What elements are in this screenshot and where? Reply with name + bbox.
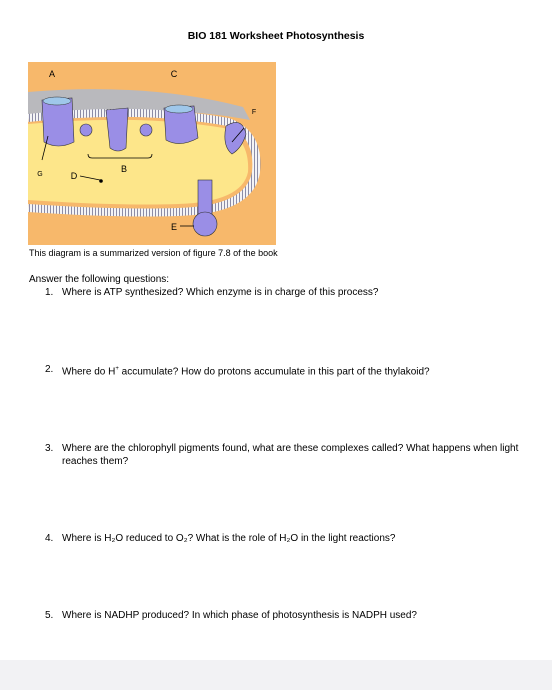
diagram-caption: This diagram is a summarized version of figure 7.8 of the book bbox=[29, 248, 278, 258]
question-number: 1. bbox=[45, 287, 54, 298]
label-b: B bbox=[120, 164, 128, 174]
page-title: BIO 181 Worksheet Photosynthesis bbox=[187, 30, 365, 42]
question-text: Where is H₂O reduced to O₂? What is the role of H₂O in the light reactions? bbox=[62, 533, 396, 544]
label-d: D bbox=[70, 171, 78, 181]
instructions: Answer the following questions: bbox=[29, 274, 170, 285]
label-c: C bbox=[170, 69, 178, 79]
electron-carrier-dot bbox=[99, 179, 103, 183]
superscript-plus: + bbox=[115, 366, 119, 372]
question-text: Where is NADHP produced? In which phase of photosynthesis is NADPH used? bbox=[62, 610, 417, 621]
protein-complex-a bbox=[42, 97, 74, 146]
question-5 bbox=[45, 609, 535, 622]
protein-complex-small-2 bbox=[140, 124, 152, 136]
label-a: A bbox=[48, 69, 56, 79]
question-4 bbox=[45, 532, 535, 545]
question-3 bbox=[45, 442, 535, 468]
question-text: Where are the chlorophyll pigments found, what are these complexes called? What happens when light reaches them? bbox=[62, 443, 519, 467]
question-number: 3. bbox=[45, 443, 54, 454]
question-text: Where do H+ accumulate? How do protons accumulate in this part of the thylakoid? bbox=[62, 366, 430, 378]
protein-complex-c bbox=[164, 105, 198, 144]
question-1 bbox=[45, 286, 535, 299]
label-g: G bbox=[37, 171, 43, 178]
question-number: 4. bbox=[45, 533, 54, 544]
question-2 bbox=[45, 363, 535, 378]
question-number: 5. bbox=[45, 610, 54, 621]
page-bottom-margin bbox=[0, 660, 552, 690]
label-f: F bbox=[251, 109, 257, 116]
question-text: Where is ATP synthesized? Which enzyme is in charge of this process? bbox=[62, 287, 379, 298]
thylakoid-diagram bbox=[28, 62, 276, 245]
question-number: 2. bbox=[45, 364, 54, 375]
protein-complex-small-1 bbox=[80, 124, 92, 136]
label-e: E bbox=[170, 222, 178, 232]
